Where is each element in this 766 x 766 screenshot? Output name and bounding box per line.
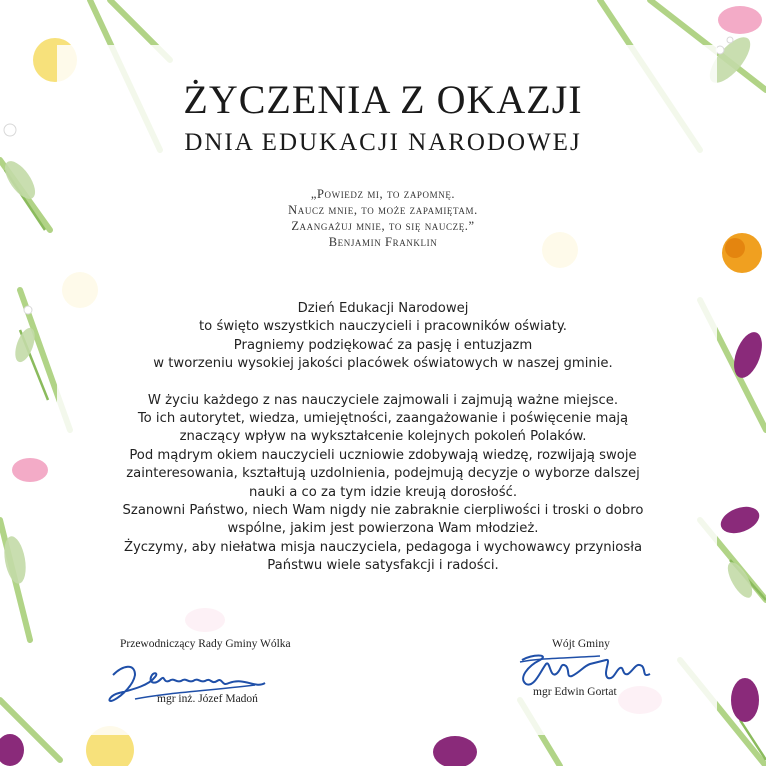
body-line: Szanowni Państwo, niech Wam nigdy nie zabraknie cierpliwości i troski o dobro bbox=[122, 503, 644, 519]
quote-block bbox=[0, 186, 766, 250]
body-line: Dzień Edukacji Narodowej bbox=[297, 301, 469, 316]
body-line: W życiu każdego z nas nauczyciele zajmowali i zajmują ważne miejsce. bbox=[147, 392, 619, 408]
body-line: Pod mądrym okiem nauczycieli uczniowie zdobywają wiedzę, rozwijają swoje bbox=[129, 447, 637, 463]
page-subtitle: DNIA EDUKACJI NARODOWEJ bbox=[184, 129, 582, 156]
body-line: Pragniemy podziękować za pasję i entuzjazm bbox=[233, 337, 533, 353]
body-line: to święto wszystkich nauczycieli i pracowników oświaty. bbox=[199, 319, 567, 335]
body-line: w tworzeniu wysokiej jakości placówek oświatowych w naszej gminie. bbox=[153, 356, 613, 372]
paragraph-intro bbox=[0, 300, 766, 374]
signatory-right-title: Wójt Gminy bbox=[552, 638, 610, 650]
wishes-body bbox=[0, 300, 766, 576]
signatory-left-title: Przewodniczący Rady Gminy Wólka bbox=[120, 638, 291, 650]
body-line: Życzymy, aby niełatwa misja nauczyciela, pedagoga i wychowawcy przyniosła bbox=[123, 539, 643, 555]
signatory-right-name: mgr Edwin Gortat bbox=[533, 686, 617, 698]
body-line: znaczący wpływ na wykształcenie kolejnych pokoleń Polaków. bbox=[179, 429, 587, 445]
quote-line: Zaangażuj mnie, to się nauczę.” bbox=[291, 219, 475, 233]
body-line: nauki a co za tym idzie kreują dorosłość. bbox=[248, 484, 518, 500]
paragraph-main bbox=[0, 392, 766, 576]
quote-line: Naucz mnie, to może zapamiętam. bbox=[288, 203, 478, 217]
body-line: Państwu wiele satysfakcji i radości. bbox=[267, 558, 499, 574]
quote-author: Benjamin Franklin bbox=[328, 235, 438, 249]
body-line: wspólne, jakim jest powierzona Wam młodzież. bbox=[227, 521, 539, 537]
quote-line: „Powiedz mi, to zapomnę. bbox=[310, 187, 456, 201]
body-line: To ich autorytet, wiedza, umiejętności, zaangażowanie i poświęcenie mają bbox=[137, 411, 629, 427]
page-title: ŻYCZENIA Z OKAZJI bbox=[183, 77, 583, 122]
body-line: zainteresowania, kształtują uzdolnienia, podejmują decyzje o wyborze dalszej bbox=[126, 466, 640, 482]
signatory-left-name: mgr inż. Józef Madoń bbox=[157, 693, 258, 705]
